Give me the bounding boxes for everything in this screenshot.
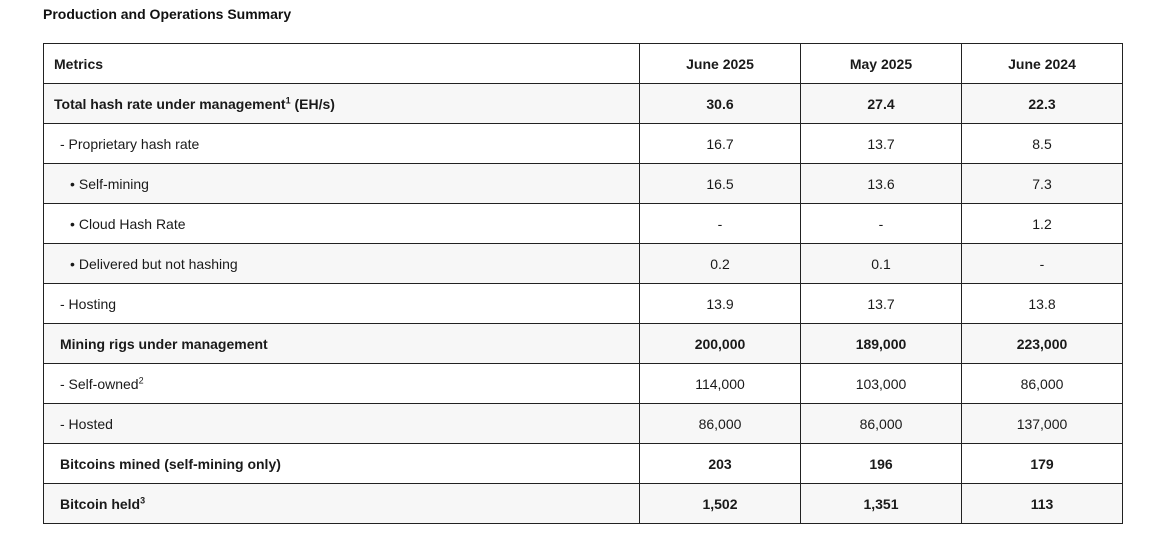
cell-may-2025: 13.7	[801, 124, 962, 164]
row-label: • Cloud Hash Rate	[44, 204, 640, 244]
table-row	[44, 404, 1123, 444]
header-metrics: Metrics	[44, 44, 640, 84]
table-row	[44, 364, 1123, 404]
operations-summary-table	[43, 43, 1123, 524]
row-label: • Self-mining	[44, 164, 640, 204]
row-label: - Proprietary hash rate	[44, 124, 640, 164]
cell-may-2025: 13.7	[801, 284, 962, 324]
bullet-icon: •	[70, 255, 75, 272]
cell-june-2025: 30.6	[640, 84, 801, 124]
cell-june-2025: 1,502	[640, 484, 801, 524]
cell-june-2025: 200,000	[640, 324, 801, 364]
cell-june-2024: 8.5	[962, 124, 1123, 164]
bullet-icon: •	[70, 215, 75, 232]
bullet-icon: •	[70, 175, 75, 192]
cell-june-2024: -	[962, 244, 1123, 284]
cell-may-2025: 1,351	[801, 484, 962, 524]
cell-june-2025: 114,000	[640, 364, 801, 404]
table-row	[44, 324, 1123, 364]
table-row	[44, 284, 1123, 324]
cell-may-2025: 0.1	[801, 244, 962, 284]
row-label: - Hosting	[44, 284, 640, 324]
cell-may-2025: 196	[801, 444, 962, 484]
table-row	[44, 444, 1123, 484]
cell-june-2024: 137,000	[962, 404, 1123, 444]
row-label: - Self-owned$^2$	[44, 364, 640, 404]
header-row	[44, 44, 1123, 84]
cell-may-2025: 27.4	[801, 84, 962, 124]
table-row	[44, 124, 1123, 164]
row-label: • Delivered but not hashing	[44, 244, 640, 284]
cell-june-2025: 0.2	[640, 244, 801, 284]
row-label: Bitcoins mined (self-mining only)	[44, 444, 640, 484]
cell-may-2025: 103,000	[801, 364, 962, 404]
cell-may-2025: 189,000	[801, 324, 962, 364]
cell-june-2025: 16.5	[640, 164, 801, 204]
cell-june-2024: 7.3	[962, 164, 1123, 204]
cell-june-2024: 1.2	[962, 204, 1123, 244]
cell-may-2025: 86,000	[801, 404, 962, 444]
cell-may-2025: -	[801, 204, 962, 244]
cell-june-2025: 86,000	[640, 404, 801, 444]
cell-june-2024: 113	[962, 484, 1123, 524]
cell-june-2025: 203	[640, 444, 801, 484]
row-label: Total hash rate under management$^1$ (EH/s)	[44, 84, 640, 124]
row-label: - Hosted	[44, 404, 640, 444]
cell-june-2024: 179	[962, 444, 1123, 484]
row-label: Mining rigs under management	[44, 324, 640, 364]
table-row	[44, 84, 1123, 124]
cell-june-2024: 86,000	[962, 364, 1123, 404]
cell-june-2024: 223,000	[962, 324, 1123, 364]
cell-june-2025: 16.7	[640, 124, 801, 164]
cell-june-2024: 22.3	[962, 84, 1123, 124]
table-row	[44, 164, 1123, 204]
table-row	[44, 484, 1123, 524]
header-june-2024: June 2024	[962, 44, 1123, 84]
cell-may-2025: 13.6	[801, 164, 962, 204]
header-june-2025: June 2025	[640, 44, 801, 84]
row-label: Bitcoin held$^3$	[44, 484, 640, 524]
cell-june-2025: 13.9	[640, 284, 801, 324]
header-may-2025: May 2025	[801, 44, 962, 84]
cell-june-2025: -	[640, 204, 801, 244]
cell-june-2024: 13.8	[962, 284, 1123, 324]
table-row	[44, 244, 1123, 284]
table-row	[44, 204, 1123, 244]
table-title: Production and Operations Summary	[43, 6, 292, 22]
